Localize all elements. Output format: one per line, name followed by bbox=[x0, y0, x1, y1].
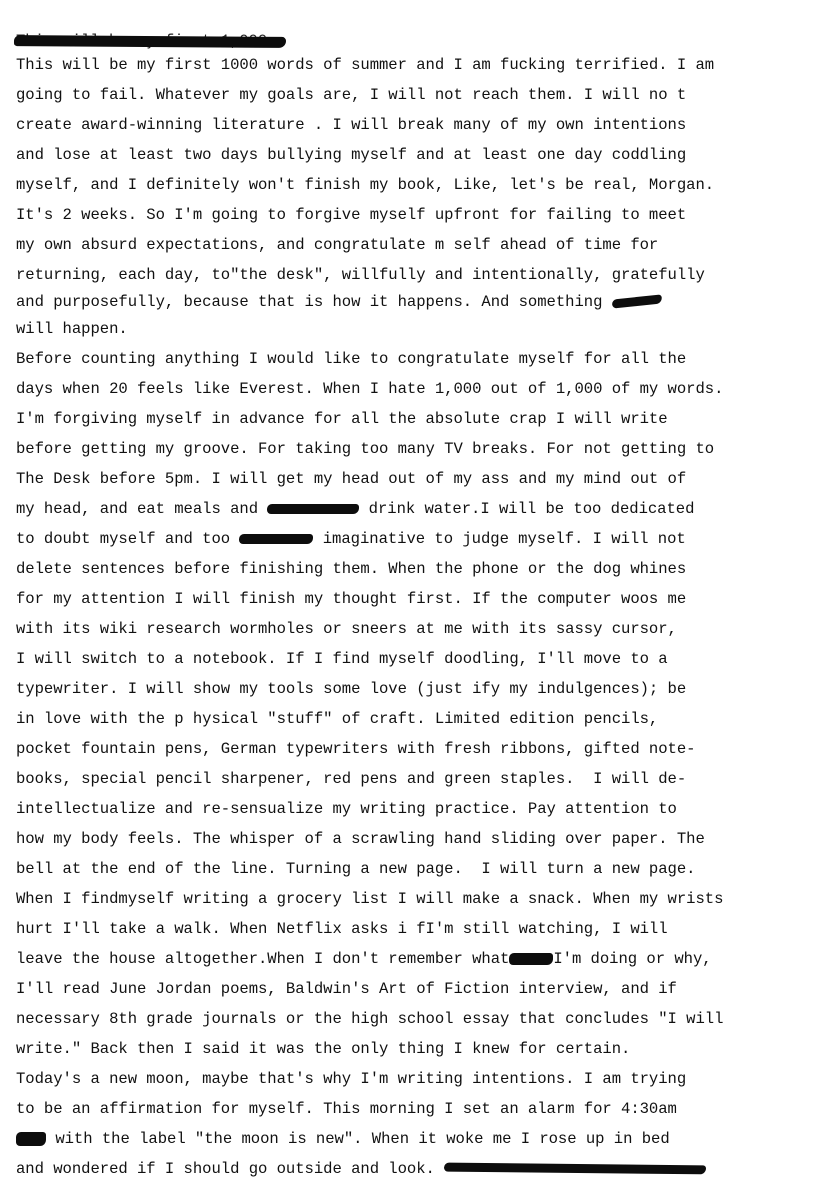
text-line: will happen. bbox=[16, 320, 128, 338]
text-line: and lose at least two days bullying myself and at least one day coddling bbox=[16, 146, 687, 164]
typed-text-body bbox=[16, 50, 816, 1184]
text-line: books, special pencil sharpener, red pens and green staples. I will de- bbox=[16, 770, 687, 788]
text-line: with its wiki research wormholes or sneers at me with its sassy cursor, bbox=[16, 620, 677, 638]
redaction-mark bbox=[267, 504, 359, 514]
text-line: Today's a new moon, maybe that's why I'm writing intentions. I am trying bbox=[16, 1070, 687, 1088]
text-line: how my body feels. The whisper of a scrawling hand sliding over paper. The bbox=[16, 830, 705, 848]
text-line: before getting my groove. For taking too many TV breaks. For not getting to bbox=[16, 440, 715, 458]
redaction-mark bbox=[16, 1132, 46, 1146]
text-fragment: imaginative to judge myself. I will not bbox=[322, 530, 686, 548]
text-line: necessary 8th grade journals or the high school essay that concludes "I will bbox=[16, 1010, 724, 1028]
redaction-mark bbox=[444, 1163, 706, 1175]
text-fragment: to doubt myself and too bbox=[16, 530, 231, 548]
text-fragment: and wondered if I should go outside and look. bbox=[16, 1160, 435, 1178]
text-line: I'll read June Jordan poems, Baldwin's Art of Fiction interview, and if bbox=[16, 980, 677, 998]
text-line: intellectualize and re-sensualize my writing practice. Pay attention to bbox=[16, 800, 677, 818]
text-line bbox=[16, 1124, 816, 1154]
text-line: I'm forgiving myself in advance for all the absolute crap I will write bbox=[16, 410, 668, 428]
text-fragment: drink water.I will be too dedicated bbox=[368, 500, 695, 518]
text-line: write." Back then I said it was the only thing I knew for certain. bbox=[16, 1040, 631, 1058]
text-line bbox=[16, 1154, 816, 1184]
text-line bbox=[16, 494, 816, 524]
text-fragment: my head, and eat meals and bbox=[16, 500, 259, 518]
text-line: bell at the end of the line. Turning a new page. I will turn a new page. bbox=[16, 860, 696, 878]
text-line: create award-winning literature . I will break many of my own intentions bbox=[16, 116, 687, 134]
text-line: It's 2 weeks. So I'm going to forgive myself upfront for failing to meet bbox=[16, 206, 687, 224]
text-line: hurt I'll take a walk. When Netflix asks i fI'm still watching, I will bbox=[16, 920, 668, 938]
text-line: When I findmyself writing a grocery list I will make a snack. When my wrists bbox=[16, 890, 724, 908]
text-line: typewriter. I will show my tools some love (just ify my indulgences); be bbox=[16, 680, 687, 698]
text-line: in love with the p hysical "stuff" of craft. Limited edition pencils, bbox=[16, 710, 659, 728]
text-line bbox=[16, 944, 816, 974]
text-fragment: leave the house altogether.When I don't remember what bbox=[16, 950, 510, 968]
text-line: days when 20 feels like Everest. When I hate 1,000 out of 1,000 of my words. bbox=[16, 380, 724, 398]
text-line: returning, each day, to"the desk", willfully and intentionally, gratefully bbox=[16, 266, 705, 284]
text-line: Before counting anything I would like to congratulate myself for all the bbox=[16, 350, 687, 368]
text-line: pocket fountain pens, German typewriters with fresh ribbons, gifted note- bbox=[16, 740, 696, 758]
text-line bbox=[16, 524, 816, 554]
redaction-mark bbox=[611, 295, 662, 309]
strikethrough-mark bbox=[14, 35, 286, 48]
text-fragment: I'm doing or why, bbox=[553, 950, 712, 968]
text-fragment: and purposefully, because that is how it happens. And something bbox=[16, 293, 603, 311]
text-line bbox=[16, 290, 816, 314]
text-line: This will be my first 1000 words of summer and I am fucking terrified. I am bbox=[16, 56, 715, 74]
text-line: The Desk before 5pm. I will get my head out of my ass and my mind out of bbox=[16, 470, 687, 488]
text-line: I will switch to a notebook. If I find myself doodling, I'll move to a bbox=[16, 650, 668, 668]
text-fragment: with the label "the moon is new". When it woke me I rose up in bed bbox=[55, 1130, 670, 1148]
text-line: my own absurd expectations, and congratulate m self ahead of time for bbox=[16, 236, 659, 254]
redaction-mark bbox=[239, 534, 313, 544]
redaction-mark bbox=[509, 953, 553, 965]
text-line: myself, and I definitely won't finish my book, Like, let's be real, Morgan. bbox=[16, 176, 715, 194]
text-line: going to fail. Whatever my goals are, I will not reach them. I will no t bbox=[16, 86, 687, 104]
text-line: delete sentences before finishing them. When the phone or the dog whines bbox=[16, 560, 687, 578]
text-line: to be an affirmation for myself. This morning I set an alarm for 4:30am bbox=[16, 1100, 677, 1118]
text-line: for my attention I will finish my thought first. If the computer woos me bbox=[16, 590, 687, 608]
